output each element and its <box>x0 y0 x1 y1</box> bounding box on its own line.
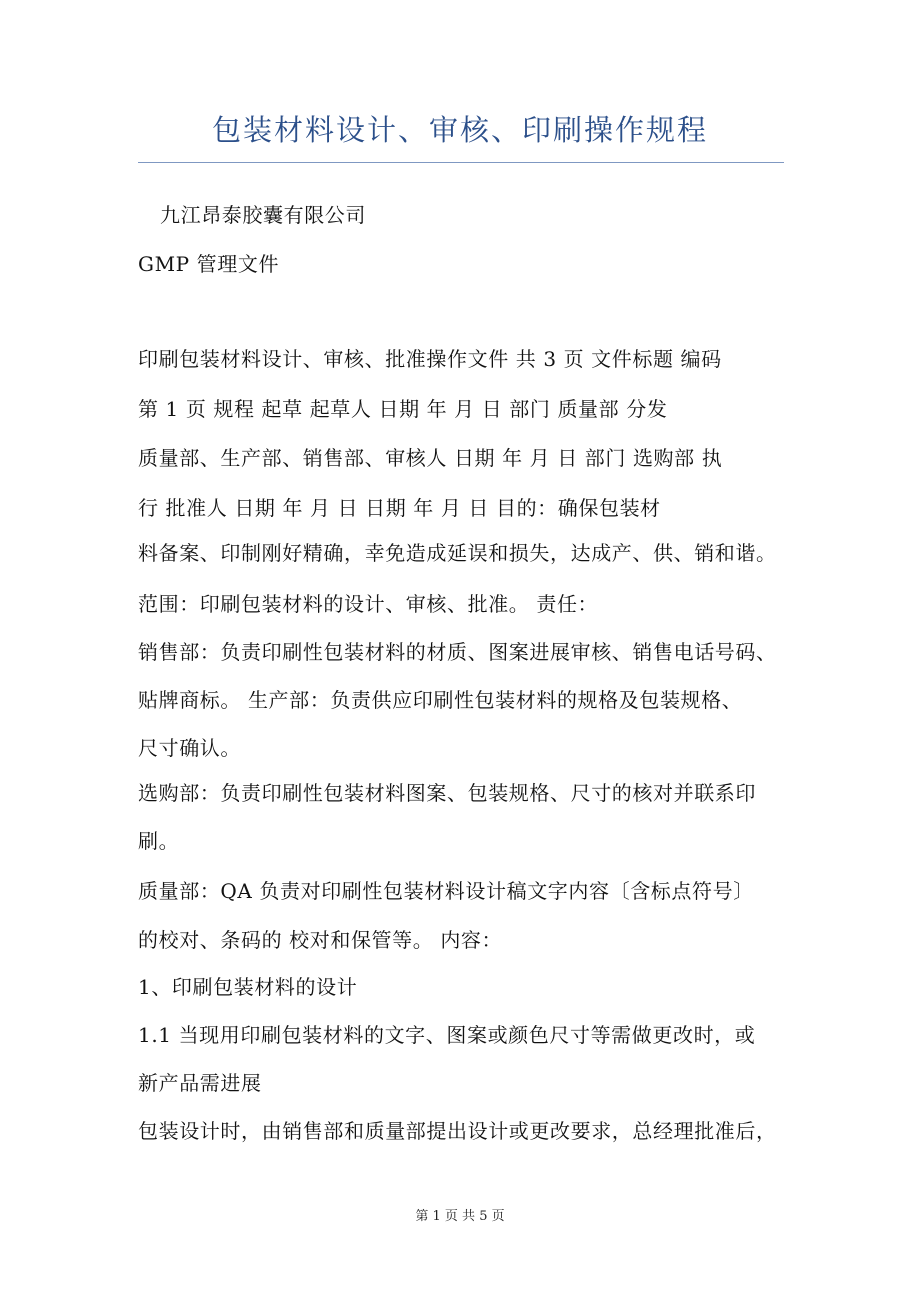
body-line-4: 行 批准人 日期 年 月 日 日期 年 月 日 目的：确保包装材 <box>138 496 661 520</box>
section-heading-1: 1、印刷包装材料的设计 <box>138 975 358 999</box>
document-title: 包装材料设计、审核、印刷操作规程 <box>211 113 708 147</box>
body-line-3: 质量部、生产部、销售部、审核人 日期 年 月 日 部门 选购部 执 <box>138 446 723 470</box>
body-line-7: 销售部：负责印刷性包装材料的材质、图案进展审核、销售电话号码、 <box>138 640 777 664</box>
doc-category: GMP 管理文件 <box>138 252 280 276</box>
body-line-14: 1.1 当现用印刷包装材料的文字、图案或颜色尺寸等需做更改时，或 <box>138 1023 756 1047</box>
body-line-13: 的校对、条码的 校对和保管等。 内容： <box>138 928 503 952</box>
body-line-8: 贴牌商标。 生产部：负责供应印刷性包装材料的规格及包装规格、 <box>138 688 743 712</box>
body-line-10: 选购部：负责印刷性包装材料图案、包装规格、尺寸的核对并联系印 <box>138 781 756 805</box>
body-line-9: 尺寸确认。 <box>138 736 241 760</box>
body-line-5: 料备案、印制刚好精确，幸免造成延误和损失，达成产、供、销和谐。 <box>138 541 777 565</box>
body-line-11: 刷。 <box>138 829 180 853</box>
body-line-2: 第 1 页 规程 起草 起草人 日期 年 月 日 部门 质量部 分发 <box>138 397 668 421</box>
title-divider <box>138 162 784 163</box>
body-line-16: 包装设计时，由销售部和质量部提出设计或更改要求，总经理批准后， <box>138 1119 777 1143</box>
body-line-1: 印刷包装材料设计、审核、批准操作文件 共 3 页 文件标题 编码 <box>138 347 722 371</box>
body-line-15: 新产品需进展 <box>138 1071 262 1095</box>
body-line-6: 范围：印刷包装材料的设计、审核、批准。 责任： <box>138 592 599 616</box>
body-line-12: 质量部：QA 负责对印刷性包装材料设计稿文字内容〔含标点符号〕 <box>138 879 754 903</box>
company-name: 九江昂泰胶囊有限公司 <box>160 203 366 227</box>
page-footer: 第 1 页 共 5 页 <box>415 1209 505 1224</box>
